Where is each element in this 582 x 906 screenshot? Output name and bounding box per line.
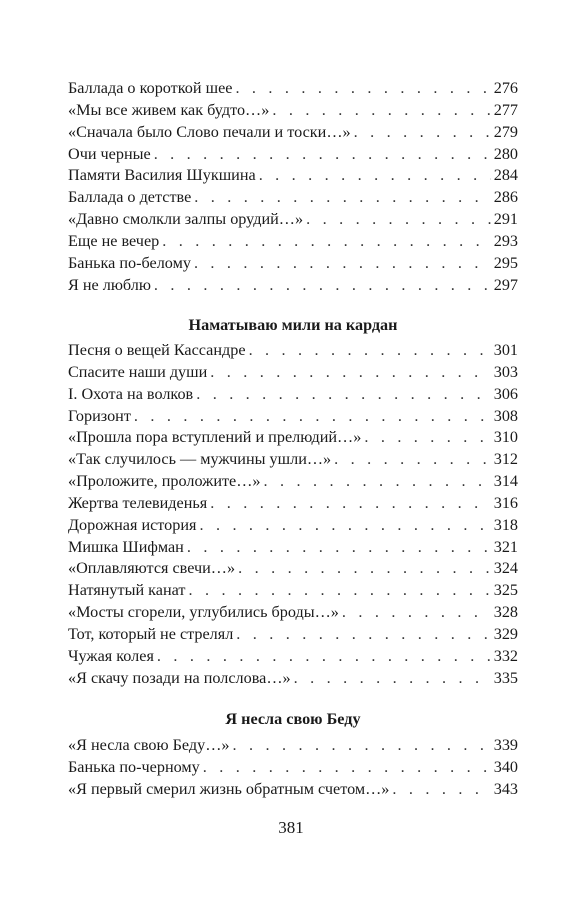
dot-leader [236,624,490,646]
toc-entry [68,537,518,559]
toc-entry [68,362,518,384]
toc-entry [68,779,518,801]
toc-entry-page: 276 [493,79,518,97]
dot-leader [154,275,491,297]
toc-entry-page: 291 [493,210,518,229]
toc-entry-title: Баллада о детстве [68,188,192,207]
dot-leader [364,427,490,449]
toc-entry [68,165,518,187]
dot-leader [238,558,491,580]
toc-entry-title: I. Охота на волков [68,384,194,403]
toc-entry [68,602,518,624]
dot-leader [354,122,491,144]
toc-entry [68,471,518,493]
dot-leader [392,779,490,801]
toc-entry [68,100,518,122]
dot-leader [157,646,491,668]
toc-group-1 [68,78,518,296]
toc-entry-page: 328 [493,603,518,622]
toc-entry [68,757,518,779]
toc-entry-title: Спасите наши души [68,362,208,381]
toc-entry-page: 314 [493,472,518,491]
toc-entry-title: Чужая колея [68,646,154,665]
toc-entry [68,580,518,602]
page-number: 381 [278,818,304,837]
toc-entry [68,209,518,231]
toc-entry [68,668,518,690]
toc-entry-page: 329 [493,624,518,643]
dot-leader [194,187,490,209]
toc-entry-page: 324 [493,559,518,578]
toc-entry-page: 297 [493,275,518,294]
dot-leader [294,668,491,690]
toc-entry-title: «Давно смолкли залпы орудий…» [68,210,304,229]
toc-entry-page: 301 [493,341,518,359]
section-heading-1: Наматываю мили на кардан [188,316,398,334]
toc-entry-title: «Сначала было Слово печали и тоски…» [68,122,351,141]
toc-entry [68,646,518,668]
toc-entry-page: 277 [493,100,518,119]
toc-entry-page: 318 [493,515,518,534]
toc-entry-page: 339 [493,736,518,754]
toc-entry-title: «Мосты сгорели, углубились броды…» [68,603,339,622]
toc-entry-title: Тот, который не стрелял [68,624,234,643]
toc-entry-page: 293 [493,231,518,250]
dot-leader [203,757,491,779]
dot-leader [259,165,491,187]
dot-leader [306,209,491,231]
toc-entry [68,78,518,100]
dot-leader [154,144,491,166]
toc-entry-title: «Прошла пора вступлений и прелюдий…» [68,428,362,447]
toc-group-3 [68,735,518,801]
toc-entry [68,493,518,515]
toc-entry-title: Мишка Шифман [68,537,184,556]
toc-entry-title: «Я скачу позади на полслова…» [68,668,291,687]
toc-entry [68,735,518,757]
dot-leader [235,78,490,100]
toc-entry-title: «Мы все живем как будто…» [68,100,270,119]
dot-leader [210,362,490,384]
toc-entry [68,427,518,449]
toc-entry [68,624,518,646]
dot-leader [194,253,491,275]
toc-entry-page: 286 [493,188,518,207]
toc-entry-page: 335 [493,668,518,687]
toc-entry [68,384,518,406]
dot-leader [199,515,490,537]
toc-entry-title: Я не люблю [68,275,151,294]
dot-leader [264,471,491,493]
dot-leader [249,340,491,362]
toc-entry-title: Еще не вечер [68,231,160,250]
toc-entry-page: 284 [493,166,518,185]
toc-entry [68,340,518,362]
toc-entry-page: 343 [493,779,518,798]
toc-entry [68,144,518,166]
toc-entry [68,558,518,580]
toc-entry [68,275,518,297]
dot-leader [334,449,491,471]
dot-leader [189,580,491,602]
toc-entry-title: Горизонт [68,406,131,425]
dot-leader [187,537,491,559]
toc-entry-page: 325 [493,581,518,600]
dot-leader [233,735,491,757]
toc-entry-title: Банька по-черному [68,757,200,776]
toc-entry [68,253,518,275]
toc-entry-title: Песня о вещей Кассандре [68,341,246,359]
toc-entry-page: 295 [493,253,518,272]
toc-entry-page: 279 [493,122,518,141]
toc-entry [68,122,518,144]
dot-leader [342,602,491,624]
toc-entry [68,231,518,253]
toc-entry-page: 310 [493,428,518,447]
toc-entry-title: «Проложите, проложите…» [68,472,261,491]
toc-entry-page: 321 [493,537,518,556]
dot-leader [272,100,490,122]
toc-entry [68,406,518,428]
toc-entry-title: «Так случилось — мужчины ушли…» [68,450,332,469]
toc-entry-page: 312 [493,450,518,469]
toc-entry [68,449,518,471]
toc-entry-title: Баллада о короткой шее [68,79,233,97]
toc-group-2 [68,340,518,690]
dot-leader [134,406,491,428]
toc-entry-title: «Я первый смерил жизнь обратным счетом…» [68,779,390,798]
toc-entry-page: 316 [493,493,518,512]
toc-entry-page: 340 [493,757,518,776]
toc-entry-title: Дорожная история [68,515,197,534]
dot-leader [210,493,490,515]
toc-entry-title: «Я несла свою Беду…» [68,736,230,754]
toc-entry-page: 332 [493,646,518,665]
section-heading-2: Я несла свою Беду [225,710,361,728]
toc-entry-page: 308 [493,406,518,425]
toc-entry-page: 306 [493,384,518,403]
toc-entry-page: 303 [493,362,518,381]
toc-entry-title: Банька по-белому [68,253,191,272]
dot-leader [196,384,491,406]
dot-leader [162,231,490,253]
toc-entry [68,187,518,209]
toc-entry-title: Жертва телевиденья [68,493,208,512]
toc-entry [68,515,518,537]
toc-entry-title: Очи черные [68,144,151,163]
toc-entry-page: 280 [493,144,518,163]
toc-entry-title: Памяти Василия Шукшина [68,166,256,185]
toc-entry-title: Натянутый канат [68,581,186,600]
toc-entry-title: «Оплавляются свечи…» [68,559,236,578]
